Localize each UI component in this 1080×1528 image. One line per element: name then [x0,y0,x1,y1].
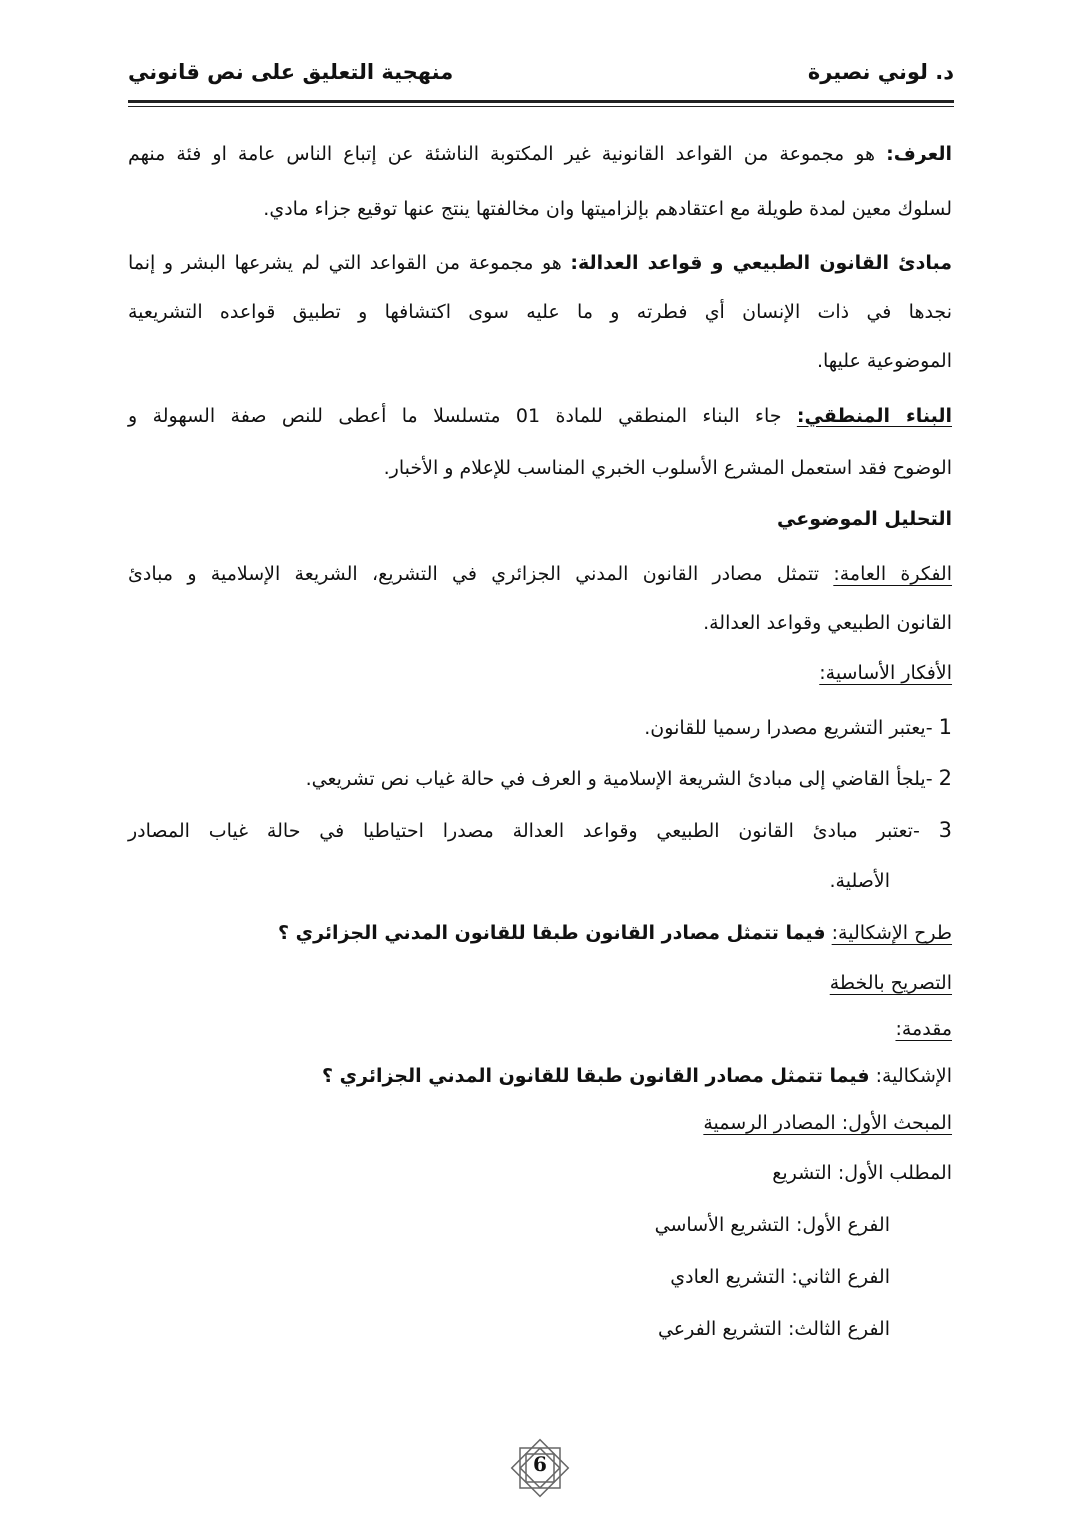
plan-heading: التصريح بالخطة [829,972,952,994]
idea-number: 2 [938,766,952,790]
header-author: د. لوني نصيرة [807,60,954,84]
branch-item-2: الفرع الثاني: التشريع العادي [670,1266,890,1288]
branch-item-3: الفرع الثالث: التشريع الفرعي [657,1318,890,1340]
header-title: منهجية التعليق على نص قانوني [128,60,454,84]
idea-item-2 [306,766,952,790]
section-1-heading: المبحث الأول: المصادر الرسمية [703,1112,952,1134]
natural-law-line2: نجدها في ذات الإنسان أي فطرته و ما عليه سوى اكتشافها و تطبيق قواعده التشريعية [128,301,952,323]
logic-structure-line1 [128,405,952,427]
general-idea-line1 [128,563,952,585]
urf-paragraph-line1 [128,143,952,165]
idea-number: 1 [938,715,952,739]
idea-text: -يعتبر التشريع مصدرا رسميا للقانون. [644,717,933,739]
problem-text: فيما تتمثل مصادر القانون طبقا للقانون المدني الجزائري ؟ [278,922,826,944]
urf-paragraph-line2: لسلوك معين لمدة طويلة مع اعتقادهم بإلزاميتها وان مخالفتها ينتج عنها توقيع جزاء مادي. [263,198,952,220]
idea-text: -تعتبر مبادئ القانون الطبيعي وقواعد العدالة مصدرا احتياطيا في حالة غياب المصادر [128,820,920,842]
natural-law-label: مبادئ القانون الطبيعي و قواعد العدالة: [570,252,952,274]
header-rule-thin [128,106,954,107]
idea-item-1 [644,715,952,739]
general-idea-text-1: تتمثل مصادر القانون المدني الجزائري في التشريع، الشريعة الإسلامية و مبادئ [128,563,820,585]
logic-structure-label: البناء المنطقي: [796,405,952,427]
logic-structure-line2: الوضوح فقد استعمل المشرع الأسلوب الخبري المناسب للإعلام و الأخبار. [383,457,952,479]
urf-text-1: هو مجموعة من القواعد القانونية غير المكتوبة الناشئة عن إتباع الناس عامة او فئة منهم [128,143,876,165]
page-header [128,60,954,100]
idea-text: -يلجأ القاضي إلى مبادئ الشريعة الإسلامية و العرف في حالة غياب نص تشريعي. [305,768,933,790]
problem-statement-2 [322,1065,952,1087]
page-number: 6 [533,1452,547,1476]
idea-item-3-continuation: الأصلية. [829,870,890,892]
analysis-heading: التحليل الموضوعي [777,508,952,530]
problem-label: طرح الإشكالية: [831,922,952,944]
intro-heading: مقدمة: [895,1018,952,1040]
natural-law-text-1: هو مجموعة من القواعد التي لم يشرعها البشر و إنما [128,252,562,274]
logic-structure-text-1: جاء البناء المنطقي للمادة 01 متسلسلا ما أعطى للنص صفة السهولة و [128,405,782,427]
general-idea-label: الفكرة العامة: [833,563,952,585]
problem-statement [278,922,952,944]
problem2-text: فيما تتمثل مصادر القانون طبقا للقانون المدني الجزائري ؟ [321,1065,870,1087]
idea-number: 3 [938,818,953,842]
natural-law-line3: الموضوعية عليها. [816,350,952,372]
subsection-1-heading: المطلب الأول: التشريع [772,1162,952,1184]
natural-law-line1 [128,252,952,274]
idea-item-3 [128,818,952,842]
header-rule [128,100,954,103]
problem2-label: الإشكالية: [875,1065,952,1087]
branch-item-1: الفرع الأول: التشريع الأساسي [654,1214,890,1236]
general-idea-line2: القانون الطبيعي وقواعد العدالة. [703,612,952,634]
urf-label: العرف: [886,143,952,165]
main-ideas-heading: الأفكار الأساسية: [819,662,952,684]
